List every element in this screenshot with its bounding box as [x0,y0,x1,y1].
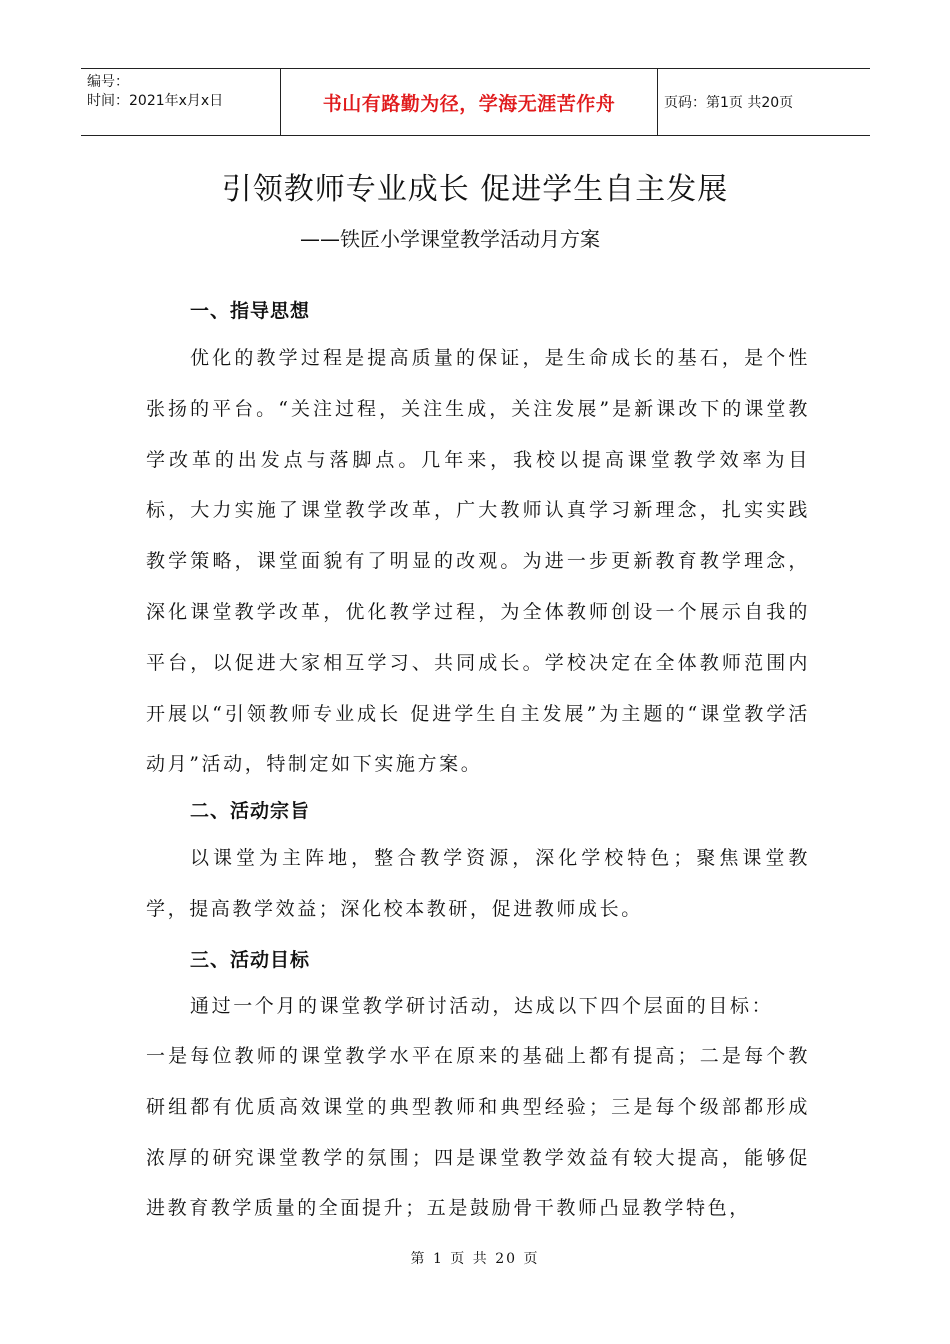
section-paragraph-1: 优化的教学过程是提高质量的保证，是生命成长的基石，是个性张扬的平台。“关注过程，关注生成，关注发展”是新课改下的课堂教学改革的出发点与落脚点。几年来，我校以提高课堂教学效率为目标，大力实施了课堂教学改革，广大教师认真学习新理念，扎实实践教学策略，课堂面貌有了明显的改观。为进一步更新教育教学理念，深化课堂教学改革，优化教学过程，为全体教师创设一个展示自我的平台，以促进大家相互学习、共同成长。学校决定在全体教师范围内开展以“引领教师专业成长 促进学生自主发展”为主题的“课堂教学活动月”活动，特制定如下实施方案。 [146,347,810,776]
time-label: 时间：2021年x月x日 [87,93,224,109]
header-table [81,68,870,136]
section-heading-2: 二、活动宗旨 [190,800,311,822]
document-title: 引领教师专业成长 促进学生自主发展 [221,172,729,207]
page-footer: 第 1 页 共 20 页 [410,1251,540,1267]
header-page-code: 页码：第1页 共20页 [664,95,794,111]
section-heading-1: 一、指导思想 [190,300,311,322]
header-motto: 书山有路勤为径，学海无涯苦作舟 [281,69,658,135]
section-paragraph-3: 通过一个月的课堂教学研讨活动，达成以下四个层面的目标： [190,995,774,1017]
serial-label: 编号： [87,74,129,90]
section-paragraph-2: 以课堂为主阵地，整合教学资源，深化学校特色；聚焦课堂教学，提高教学效益；深化校本教研，促进教师成长。 [146,847,810,920]
header-meta-cell [81,69,281,135]
section-heading-3: 三、活动目标 [190,949,311,971]
document-subtitle: ——铁匠小学课堂教学活动月方案 [300,227,600,251]
section-paragraph-3-continuation: 一是每位教师的课堂教学水平在原来的基础上都有提高；二是每个教研组都有优质高效课堂的典型教师和典型经验；三是每个级部都形成浓厚的研究课堂教学的氛围；四是课堂教学效益有较大提高，能够促进教育教学质量的全面提升；五是鼓励骨干教师凸显教学特色， [146,1045,810,1220]
